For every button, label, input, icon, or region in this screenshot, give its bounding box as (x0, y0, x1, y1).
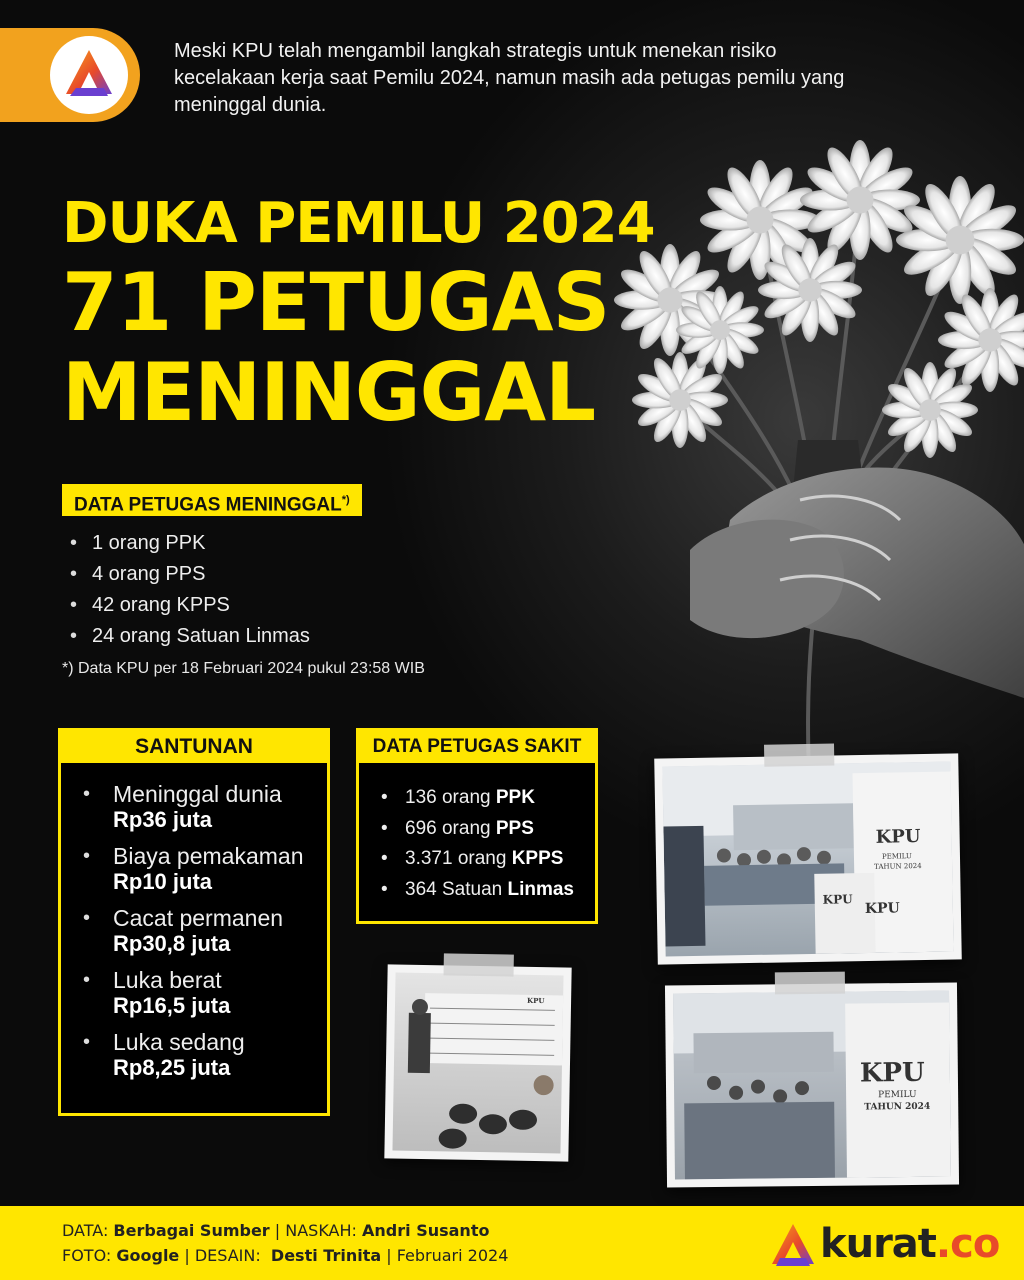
list-item: • Meninggal dunia Rp36 juta (83, 781, 282, 832)
bullet-icon: • (70, 563, 78, 585)
list-item: • 42 orang KPPS (70, 590, 310, 621)
headline-line1: DUKA PEMILU 2024 (62, 191, 655, 256)
photo-box-brand: KPU (527, 995, 545, 1006)
bullet-icon: • (83, 1031, 91, 1053)
photo-scene (662, 762, 953, 957)
photo-ballot-boxes (654, 753, 962, 964)
sakit-list (359, 763, 595, 905)
tape-decoration (444, 953, 514, 976)
death-title-mark: *) (341, 494, 350, 506)
death-list (70, 528, 310, 652)
headline (62, 190, 655, 438)
credits-line1: DATA: Berbagai Sumber | NASKAH: Andri Susanto (62, 1221, 490, 1240)
photo-box-sub2: TAHUN 2024 (874, 862, 922, 871)
list-item: • Luka berat Rp16,5 juta (83, 967, 231, 1018)
credits-line2: FOTO: Google | DESAIN: Desti Trinita | Februari 2024 (62, 1246, 509, 1265)
photo-box-brand: KPU (859, 1057, 925, 1089)
bullet-icon: • (83, 969, 91, 991)
photo-scene (392, 973, 563, 1154)
tape-decoration (775, 972, 845, 995)
credits (62, 1218, 508, 1268)
bullet-icon: • (381, 787, 388, 808)
list-item: • Luka sedang Rp8,25 juta (83, 1029, 245, 1080)
photo-scene (673, 991, 951, 1180)
santunan-title: SANTUNAN (61, 731, 327, 763)
list-item: • Cacat permanen Rp30,8 juta (83, 905, 284, 956)
sakit-title: DATA PETUGAS SAKIT (359, 731, 595, 763)
photo-box-brand: KPU (875, 826, 921, 848)
photo-box-brand: KPU (822, 892, 853, 907)
source-note: *) Data KPU per 18 Februari 2024 pukul 23:58 WIB (62, 660, 425, 677)
bullet-icon: • (70, 532, 78, 554)
list-item: • 4 orang PPS (70, 559, 310, 590)
photo-box-sub1: PEMILU (881, 852, 912, 861)
photo-box-sub2: TAHUN 2024 (864, 1101, 931, 1113)
list-item: • Biaya pemakaman Rp10 juta (83, 843, 304, 894)
akurat-badge (0, 28, 140, 122)
sakit-box (356, 728, 598, 924)
list-item: • 3.371 orang KPPS (381, 844, 595, 875)
photo-box-brand: KPU (864, 900, 900, 918)
bullet-icon: • (70, 625, 78, 647)
akurat-brand-logo (768, 1220, 998, 1270)
photo-box-sub1: PEMILU (878, 1089, 917, 1101)
tape-decoration (764, 744, 834, 767)
bullet-icon: • (381, 848, 388, 869)
santunan-list (61, 763, 327, 1081)
akurat-wordmark: kurat.co (820, 1221, 1000, 1267)
death-section-title (62, 484, 362, 516)
bullet-icon: • (83, 783, 91, 805)
death-title-text: DATA PETUGAS MENINGGAL (74, 494, 342, 516)
list-item: • 136 orang PPK (381, 783, 595, 814)
bullet-icon: • (83, 845, 91, 867)
photo-officer-board (384, 964, 571, 1161)
intro-paragraph: Meski KPU telah mengambil langkah strategis untuk menekan risiko kecelakaan kerja saat Pemilu 2024, namun masih ada petugas pemilu yang meninggal dunia. (174, 40, 845, 116)
headline-line2: 71 PETUGAS (62, 256, 610, 349)
photo-counting-room (665, 982, 959, 1187)
list-item: • 1 orang PPK (70, 528, 310, 559)
list-item: • 364 Satuan Linmas (381, 875, 595, 906)
footer-bar (0, 1206, 1024, 1280)
santunan-box (58, 728, 330, 1116)
badge-circle (50, 36, 128, 114)
list-item: • 24 orang Satuan Linmas (70, 621, 310, 652)
headline-line3: MENINGGAL (62, 346, 596, 439)
akurat-logo-icon (50, 36, 128, 114)
bullet-icon: • (70, 594, 78, 616)
bullet-icon: • (381, 878, 388, 900)
bullet-icon: • (381, 817, 388, 839)
bullet-icon: • (83, 907, 91, 929)
akurat-logo-icon (768, 1220, 818, 1270)
list-item: • 696 orang PPS (381, 814, 595, 845)
